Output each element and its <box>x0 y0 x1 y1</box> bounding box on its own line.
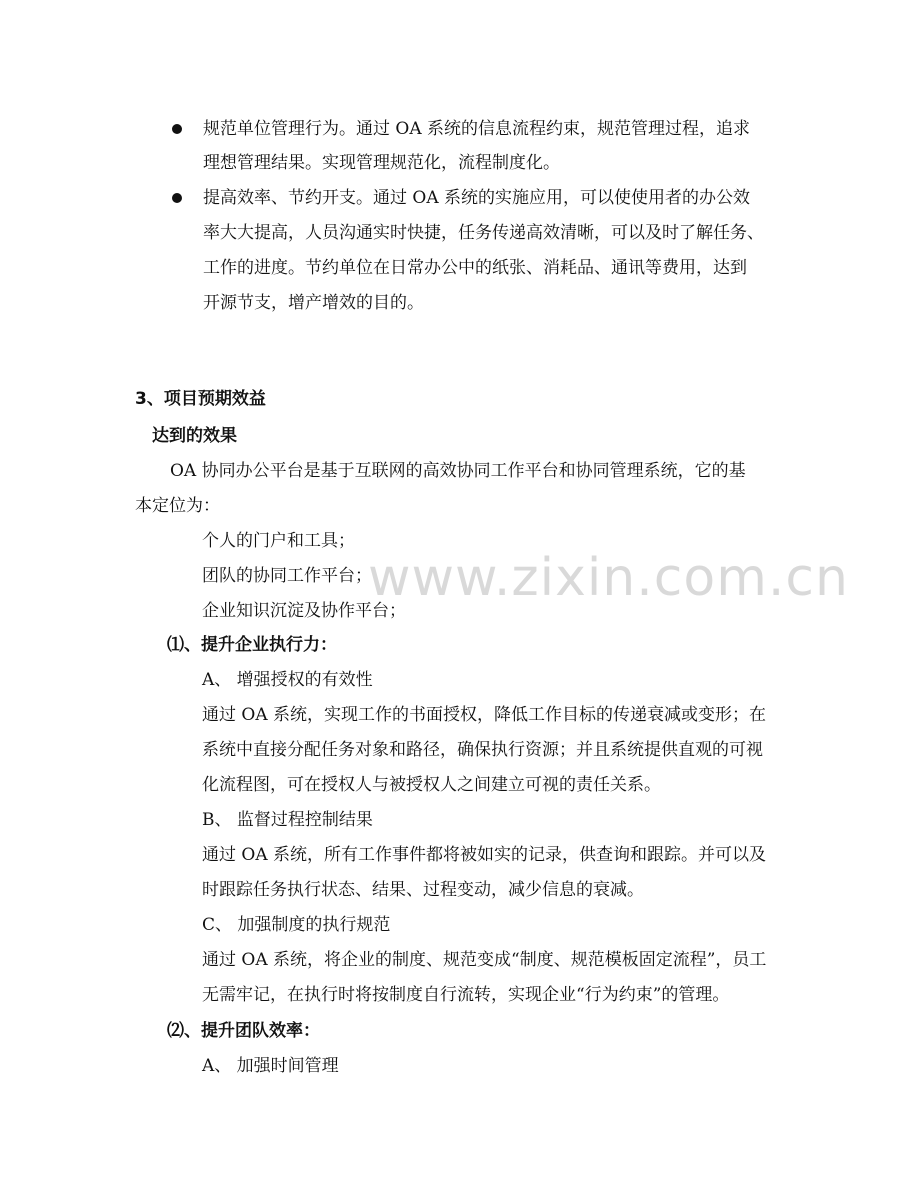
bullet-1-line-1: 规范单位管理行为。通过 OA 系统的信息流程约束，规范管理过程，追求 <box>203 119 751 139</box>
part1-item-c-line-1: 通过 OA 系统，将企业的制度、规范变成“制度、规范模板固定流程”，员工 <box>202 950 767 970</box>
part1-item-a-title: A、 增强授权的有效性 <box>202 670 373 690</box>
positioning-item-2: 团队的协同工作平台； <box>202 566 372 586</box>
part2-item-a-title: A、 加强时间管理 <box>202 1056 339 1076</box>
bullet-1-line-2: 理想管理结果。实现管理规范化，流程制度化。 <box>203 153 560 173</box>
part1-item-a-line-1: 通过 OA 系统，实现工作的书面授权，降低工作目标的传递衰减或变形；在 <box>202 705 767 725</box>
bullet-dot-icon <box>172 193 182 203</box>
bullet-dot-icon <box>172 124 182 134</box>
positioning-item-3: 企业知识沉淀及协作平台； <box>202 601 406 621</box>
part1-item-b-title: B、 监督过程控制结果 <box>202 810 373 830</box>
watermark: www.zixin.com.cn <box>368 548 849 608</box>
part1-heading: ⑴、提升企业执行力： <box>167 635 337 655</box>
intro-line-2: 本定位为： <box>135 496 220 516</box>
bullet-2-line-2: 率大大提高，人员沟通实时快捷，任务传递高效清晰，可以及时了解任务、 <box>203 223 764 243</box>
section-subheading: 达到的效果 <box>152 426 237 446</box>
part2-heading: ⑵、提升团队效率： <box>167 1021 320 1041</box>
part1-item-c-line-2: 无需牢记，在执行时将按制度自行流转，实现企业“行为约束”的管理。 <box>202 985 730 1005</box>
bullet-2-line-4: 开源节支，增产增效的目的。 <box>203 293 424 313</box>
part1-item-a-line-2: 系统中直接分配任务对象和路径，确保执行资源；并且系统提供直观的可视 <box>202 740 763 760</box>
intro-line-1: OA 协同办公平台是基于互联网的高效协同工作平台和协同管理系统，它的基 <box>170 461 746 481</box>
part1-item-c-title: C、 加强制度的执行规范 <box>202 915 391 935</box>
part1-item-a-line-3: 化流程图，可在授权人与被授权人之间建立可视的责任关系。 <box>202 775 661 795</box>
bullet-2-line-3: 工作的进度。节约单位在日常办公中的纸张、消耗品、通讯等费用，达到 <box>203 258 747 278</box>
part1-item-b-line-2: 时跟踪任务执行状态、结果、过程变动，减少信息的衰减。 <box>202 880 644 900</box>
bullet-2-line-1: 提高效率、节约开支。通过 OA 系统的实施应用，可以使使用者的办公效 <box>203 188 751 208</box>
part1-item-b-line-1: 通过 OA 系统，所有工作事件都将被如实的记录，供查询和跟踪。并可以及 <box>202 845 767 865</box>
positioning-item-1: 个人的门户和工具； <box>202 531 355 551</box>
section-heading: 3、项目预期效益 <box>135 389 266 409</box>
